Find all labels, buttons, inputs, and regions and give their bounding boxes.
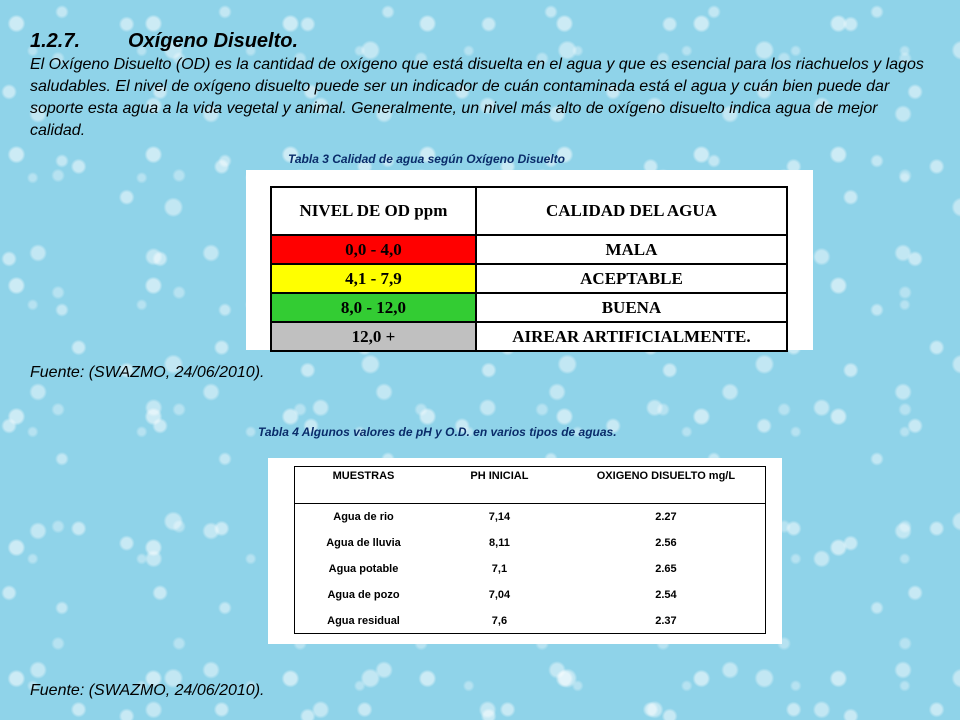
od-cell: 2.54 bbox=[655, 589, 677, 601]
intro-paragraph: El Oxígeno Disuelto (OD) es la cantidad de oxígeno que está disuelta en el agua y que es esencial para los riachuelos y lagos saludables. El nivel de oxígeno disuelto puede ser un indicador de cuán contaminada está el agua y cuán bien puede dar soporte esta agua a la vida vegetal y animal. Generalmente, un nivel más alto de oxígeno disuelto indica agua de mejor calidad. bbox=[30, 56, 924, 139]
ph-cell: 7,14 bbox=[488, 511, 511, 523]
table3-source: Fuente: (SWAZMO, 24/06/2010). bbox=[30, 364, 265, 381]
table-row bbox=[294, 608, 766, 634]
table-header-row bbox=[271, 187, 787, 235]
column-header-level: NIVEL DE OD ppm bbox=[271, 187, 476, 235]
table3-image bbox=[246, 170, 813, 350]
quality-cell: AIREAR ARTIFICIALMENTE. bbox=[476, 322, 787, 351]
ph-do-table bbox=[294, 466, 766, 634]
table-row bbox=[294, 530, 766, 556]
column-header-ph: PH INICIAL bbox=[433, 466, 566, 504]
column-header-quality: CALIDAD DEL AGUA bbox=[476, 187, 787, 235]
column-header-od: OXIGENO DISUELTO mg/L bbox=[566, 466, 766, 504]
table-row bbox=[271, 235, 787, 264]
sample-cell: Agua residual bbox=[327, 615, 400, 627]
od-cell: 2.27 bbox=[655, 511, 677, 523]
od-cell: 2.37 bbox=[655, 615, 677, 627]
table-row bbox=[294, 582, 766, 608]
table-header-row bbox=[294, 466, 766, 504]
table4-caption: Tabla 4 Algunos valores de pH y O.D. en varios tipos de aguas. bbox=[258, 425, 617, 439]
quality-cell: MALA bbox=[476, 235, 787, 264]
section-number: 1.2.7. bbox=[30, 30, 81, 52]
ph-cell: 7,1 bbox=[491, 563, 508, 575]
table-row bbox=[294, 504, 766, 531]
od-cell: 2.65 bbox=[655, 563, 677, 575]
table-row bbox=[271, 293, 787, 322]
ph-cell: 8,11 bbox=[489, 537, 510, 549]
table-row bbox=[271, 264, 787, 293]
sample-cell: Agua de rio bbox=[333, 511, 394, 523]
quality-cell: BUENA bbox=[476, 293, 787, 322]
level-cell: 0,0 - 4,0 bbox=[271, 235, 476, 264]
table4-source: Fuente: (SWAZMO, 24/06/2010). bbox=[30, 682, 265, 699]
sample-cell: Agua de lluvia bbox=[326, 537, 401, 549]
section-title: Oxígeno Disuelto. bbox=[128, 30, 299, 52]
table3-caption: Tabla 3 Calidad de agua según Oxígeno Disuelto bbox=[288, 152, 565, 166]
quality-cell: ACEPTABLE bbox=[476, 264, 787, 293]
sample-cell: Agua potable bbox=[328, 563, 399, 575]
sample-cell: Agua de pozo bbox=[327, 589, 400, 601]
level-cell: 4,1 - 7,9 bbox=[271, 264, 476, 293]
table4-image bbox=[268, 458, 782, 644]
table-row bbox=[294, 556, 766, 582]
od-cell: 2.56 bbox=[655, 537, 677, 549]
level-cell: 12,0 + bbox=[271, 322, 476, 351]
ph-cell: 7,04 bbox=[488, 589, 511, 601]
ph-cell: 7,6 bbox=[491, 615, 508, 627]
section-heading bbox=[30, 30, 298, 53]
table-row bbox=[271, 322, 787, 351]
column-header-sample: MUESTRAS bbox=[294, 466, 433, 504]
level-cell: 8,0 - 12,0 bbox=[271, 293, 476, 322]
do-quality-table bbox=[270, 186, 788, 352]
